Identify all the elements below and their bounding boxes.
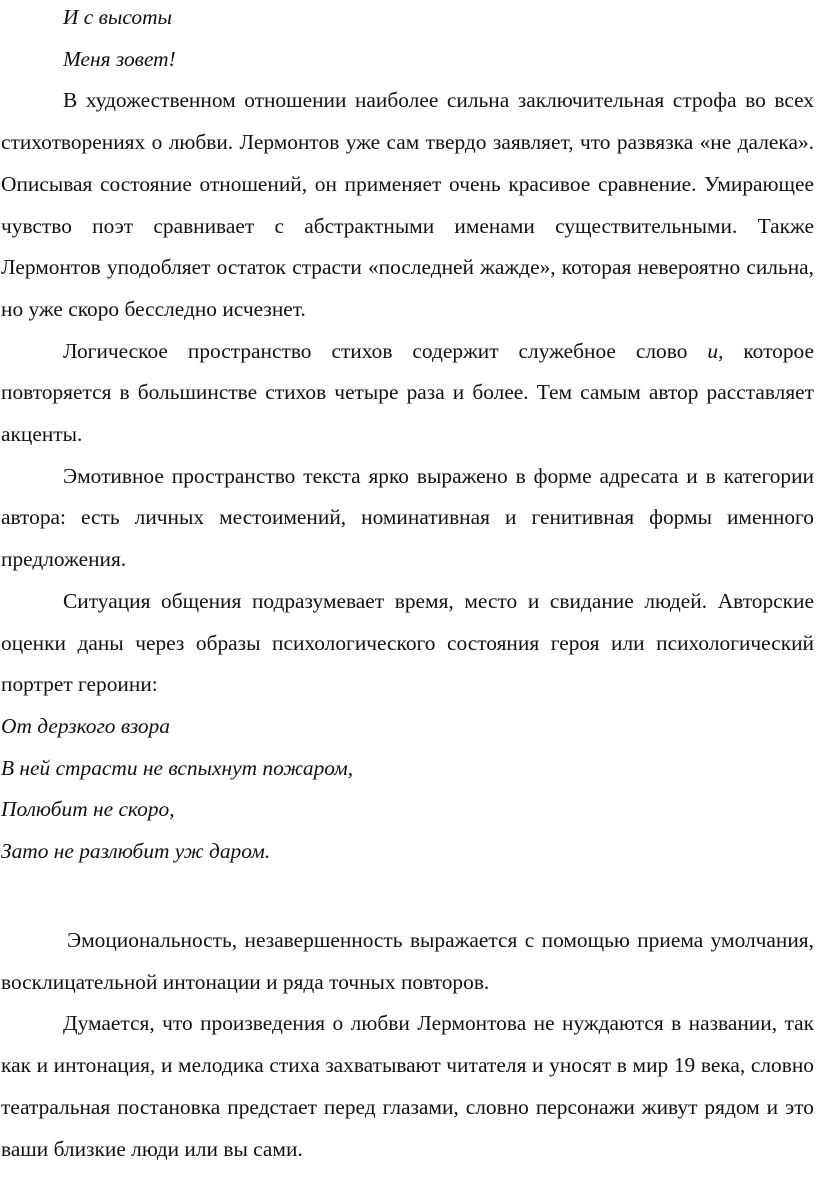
verse-line: Меня зовет! [63, 46, 176, 71]
verse-line: Зато не разлюбит уж даром. [1, 839, 271, 864]
paragraph-emotive-space: Эмотивное пространство текста ярко выражено в форме адресата и в категории автора: есть личных местоимений, номинативная и генитивная формы именного предложения. [1, 463, 814, 572]
verse-line: В ней страсти не вспыхнут пожаром, [1, 755, 354, 780]
verse-line: Полюбит не скоро, [1, 797, 175, 822]
verse-line: И с высоты [63, 5, 173, 29]
document-body-top [1, 0, 814, 873]
paragraph-text: Логическое пространство стихов содержит служебное слово [63, 338, 708, 363]
paragraph-communication-situation: Ситуация общения подразумевает время, место и свидание людей. Авторские оценки даны через образы психологического состояния героя или психологический портрет героини: [1, 588, 814, 697]
paragraph-artistic-assessment: В художественном отношении наиболее сильна заключительная строфа во всех стихотворениях о любви. Лермонтов уже сам твердо заявляет, что развязка «не далека». Описывая состояние отношений, он применяет очень красивое сравнение. Умирающее чувство поэт сравнивает с абстрактными именами существительными. Также Лермонтов уподобляет остаток страсти «последней жажде», которая невероятно сильна, но уже скоро бесследно исчезнет. [1, 88, 814, 321]
document-body-bottom [1, 920, 814, 1170]
paragraph-text: , которое повторяется в большинстве стихов четыре раза и более. Тем самым автор расставляет акценты. [1, 338, 814, 447]
verse-line: От дерзкого взора [1, 713, 171, 738]
paragraph-conclusion: Думается, что произведения о любви Лермонтова не нуждаются в названии, так как и интонация, и мелодика стиха захватывают читателя и уносят в мир 19 века, словно театральная постановка предстает перед глазами, словно персонажи живут рядом и это ваши близкие люди или вы сами. [1, 1011, 814, 1161]
italic-word: и [707, 338, 719, 363]
paragraph-logical-space [1, 331, 814, 456]
paragraph-emotionality: Эмоциональность, незавершенность выражается с помощью приема умолчания, восклицательной интонации и ряда точных повторов. [1, 928, 814, 994]
